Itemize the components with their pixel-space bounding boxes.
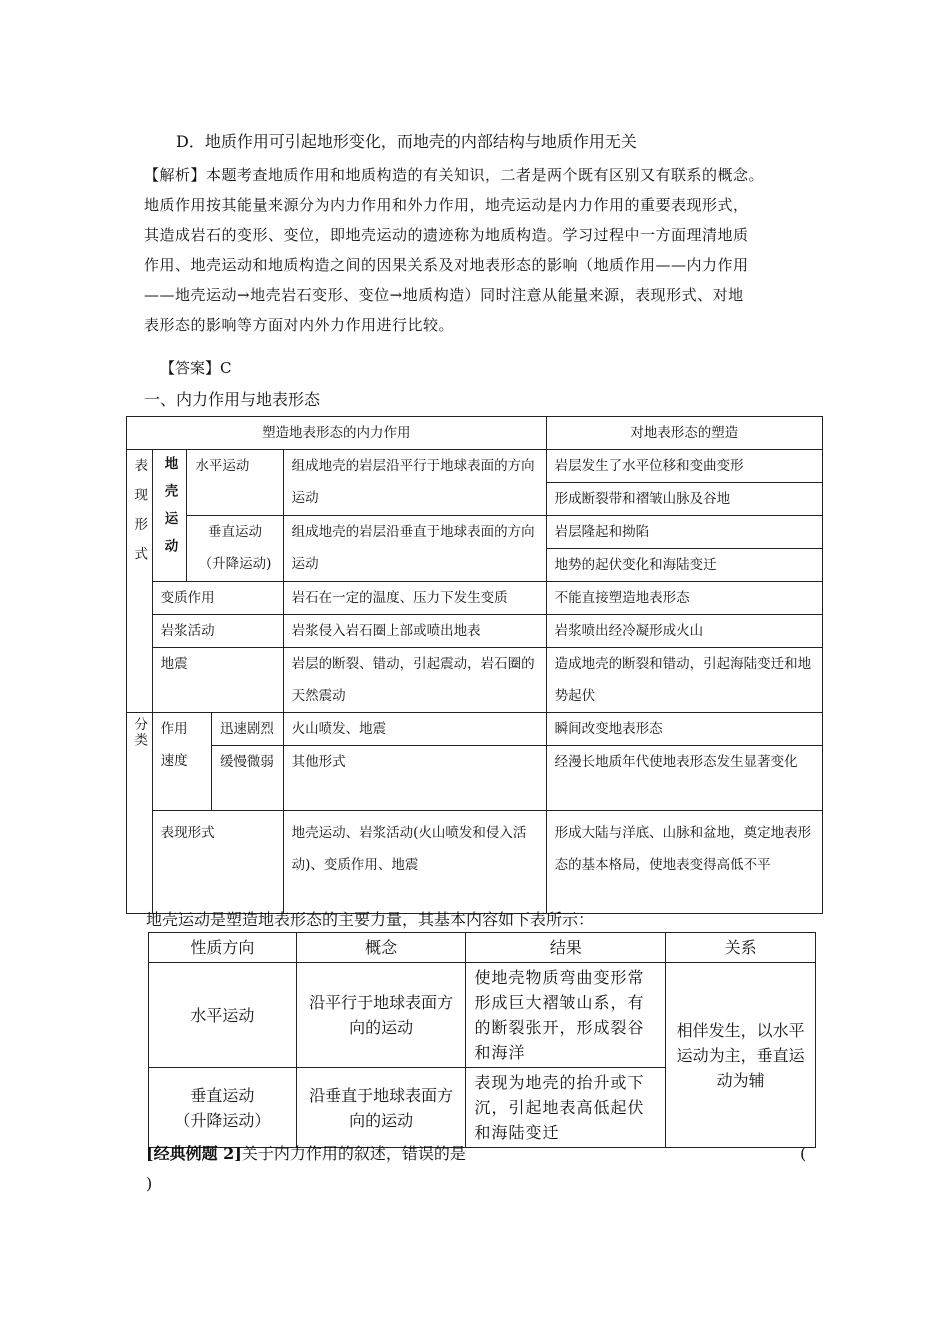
analysis-line: ——地壳运动→地壳岩石变形、变位→地质构造）同时注意从能量来源，表现形式、对地 <box>144 286 744 304</box>
t2-header: 概念 <box>296 933 466 963</box>
analysis-paragraph <box>144 160 824 340</box>
horizontal-desc: 组成地壳的岩层沿平行于地球表面的方向运动 <box>283 450 546 516</box>
example-label: [经典例题 2] <box>146 1144 242 1163</box>
internal-forces-table <box>126 416 823 914</box>
t2-row1-result: 使地壳物质弯曲变形常形成巨大褶皱山系，有的断裂张开，形成裂谷和海洋 <box>466 963 666 1068</box>
horizontal-effect1: 岩层发生了水平位移和变曲变形 <box>546 450 822 483</box>
earthquake-label: 地震 <box>152 648 283 713</box>
example-question <box>146 1144 466 1164</box>
form-label: 表现形式 <box>152 811 283 914</box>
paren-close: ) <box>146 1174 153 1193</box>
example-text: 关于内力作用的叙述，错误的是 <box>241 1144 466 1163</box>
metamorphism-effect: 不能直接塑造地表形态 <box>546 582 822 615</box>
analysis-line: 地质作用按其能量来源分为内力作用和外力作用，地壳运动是内力作用的重要表现形式， <box>144 196 749 214</box>
header-left: 塑造地表形态的内力作用 <box>127 417 547 450</box>
fast-label: 迅速剧烈 <box>211 713 283 746</box>
t2-header: 性质方向 <box>149 933 297 963</box>
horizontal-label: 水平运动 <box>187 450 283 516</box>
table2-intro: 地壳运动是塑造地表形态的主要力量，其基本内容如下表所示： <box>146 910 595 929</box>
t2-row2-concept: 沿垂直于地球表面方向的运动 <box>296 1068 466 1148</box>
form-effect: 形成大陆与洋底、山脉和盆地，奠定地表形态的基本格局，使地表变得高低不平 <box>546 811 822 914</box>
slow-effect: 经漫长地质年代使地表形态发生显著变化 <box>546 746 822 811</box>
vertical-effect2: 地势的起伏变化和海陆变迁 <box>546 549 822 582</box>
analysis-line: 其造成岩石的变形、变位，即地壳运动的遗迹称为地质构造。学习过程中一方面理清地质 <box>144 226 749 244</box>
t2-relation: 相伴发生，以水平运动为主，垂直运动为辅 <box>666 963 816 1148</box>
magma-label: 岩浆活动 <box>152 615 283 648</box>
group-classification: 分类 <box>127 713 153 914</box>
slow-desc: 其他形式 <box>283 746 546 811</box>
speed-label: 作用速度 <box>152 713 211 811</box>
crust-movement-table <box>148 932 816 1148</box>
answer: 【答案】C <box>160 359 232 377</box>
slow-label: 缓慢微弱 <box>211 746 283 811</box>
section-title: 一、内力作用与地表形态 <box>144 390 321 409</box>
t2-row1-name: 水平运动 <box>149 963 297 1068</box>
t2-row2-name: 垂直运动 （升降运动） <box>149 1068 297 1148</box>
vertical-desc: 组成地壳的岩层沿垂直于地球表面的方向运动 <box>283 516 546 582</box>
metamorphism-label: 变质作用 <box>152 582 283 615</box>
analysis-line: 作用、地壳运动和地质构造之间的因果关系及对地表形态的影响（地质作用——内力作用 <box>144 256 749 274</box>
t2-header: 结果 <box>466 933 666 963</box>
magma-desc: 岩浆侵入岩石圈上部或喷出地表 <box>283 615 546 648</box>
fast-effect: 瞬间改变地表形态 <box>546 713 822 746</box>
t2-header: 关系 <box>666 933 816 963</box>
header-right: 对地表形态的塑造 <box>546 417 822 450</box>
earthquake-desc: 岩层的断裂、错动，引起震动，岩石圈的天然震动 <box>283 648 546 713</box>
crust-movement-label: 地壳运动 <box>152 450 187 582</box>
fast-desc: 火山喷发、地震 <box>283 713 546 746</box>
vertical-label: 垂直运动 （升降运动) <box>187 516 283 582</box>
magma-effect: 岩浆喷出经冷凝形成火山 <box>546 615 822 648</box>
t2-row1-concept: 沿平行于地球表面方向的运动 <box>296 963 466 1068</box>
group-expression: 表现形式 <box>127 450 153 713</box>
form-desc: 地壳运动、岩浆活动(火山喷发和侵入活动)、变质作用、地震 <box>283 811 546 914</box>
analysis-line: 【解析】本题考查地质作用和地质构造的有关知识，二者是两个既有区别又有联系的概念。 <box>144 166 765 184</box>
analysis-line: 表形态的影响等方面对内外力作用进行比较。 <box>144 316 455 334</box>
paren-open: ( <box>800 1144 807 1163</box>
option-d: D．地质作用可引起地形变化，而地壳的内部结构与地质作用无关 <box>176 132 637 151</box>
t2-row2-result: 表现为地壳的抬升或下沉，引起地表高低起伏和海陆变迁 <box>466 1068 666 1148</box>
earthquake-effect: 造成地壳的断裂和错动，引起海陆变迁和地势起伏 <box>546 648 822 713</box>
vertical-effect1: 岩层隆起和拗陷 <box>546 516 822 549</box>
horizontal-effect2: 形成断裂带和褶皱山脉及谷地 <box>546 483 822 516</box>
metamorphism-desc: 岩石在一定的温度、压力下发生变质 <box>283 582 546 615</box>
